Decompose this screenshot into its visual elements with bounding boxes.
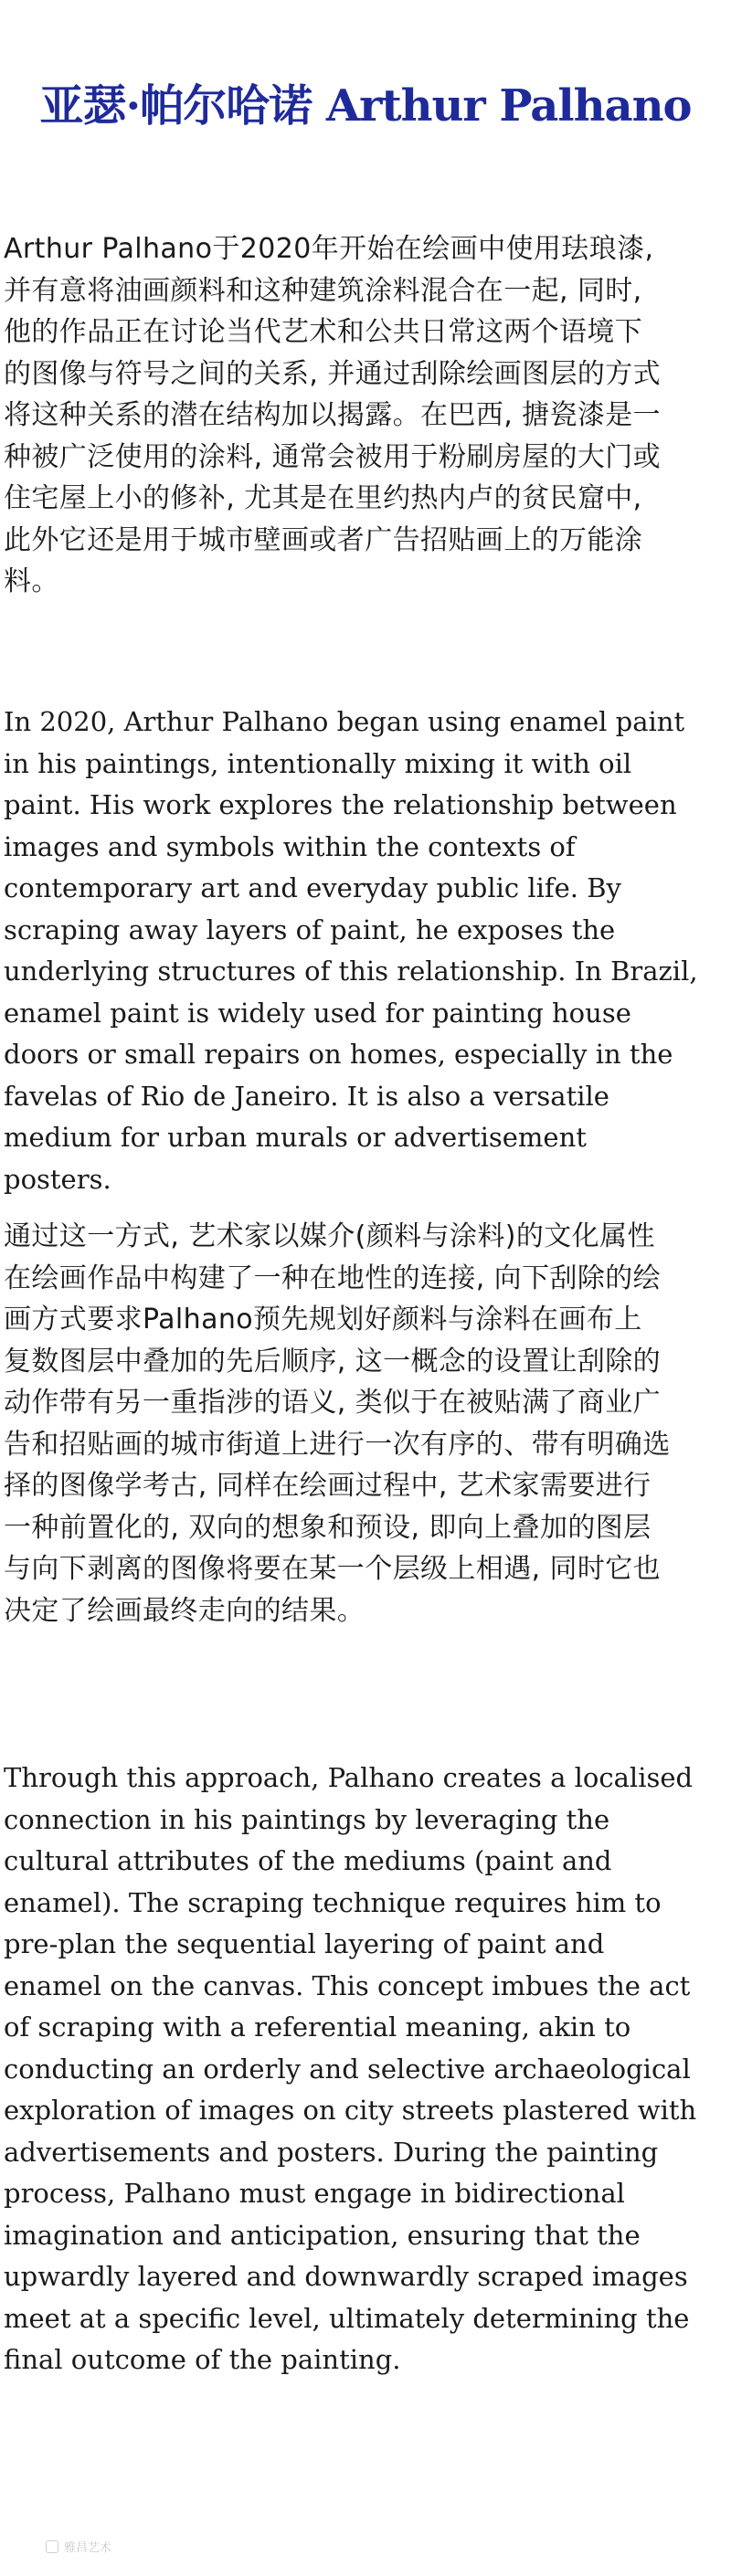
watermark-logo-icon [46, 2540, 58, 2553]
text-line: 住宅屋上小的修补, 尤其是在里约热内卢的贫民窟中, [4, 482, 642, 514]
text-line: of scraping with a referential meaning, akin to [4, 2011, 631, 2043]
text-line: exploration of images on city streets plastered with [4, 2095, 697, 2126]
text-line: 种被广泛使用的涂料, 通常会被用于粉刷房屋的大门或 [4, 440, 662, 473]
text-line: posters. [4, 1163, 111, 1195]
text-line: advertisements and posters. During the painting [4, 2136, 659, 2168]
text-line: In 2020, Arthur Palhano began using enamel paint [4, 706, 685, 737]
text-line: paint. His work explores the relationship between [4, 789, 677, 820]
text-line: 此外它还是用于城市壁画或者广告招贴画上的万能涂 [4, 523, 643, 556]
text-line: enamel). The scraping technique requires him to [4, 1886, 662, 1918]
text-line: scraping away layers of paint, he exposes the [4, 913, 616, 945]
text-line: enamel paint is widely used for painting house [4, 997, 631, 1029]
paragraph-english-2 [4, 1758, 724, 2381]
text-line: 料。 [4, 565, 59, 597]
text-line: 将这种关系的潜在结构加以揭露。在巴西, 搪瓷漆是一 [4, 399, 662, 431]
text-line: 与向下剥离的图像将要在某一个层级上相遇, 同时它也 [4, 1553, 662, 1585]
text-line: Through this approach, Palhano creates a localised [4, 1762, 694, 1793]
text-line: medium for urban murals or advertisement [4, 1122, 587, 1153]
text-line: 画方式要求Palhano预先规划好颜料与涂料在画布上 [4, 1304, 642, 1336]
text-line: connection in his paintings by leveraging the [4, 1803, 610, 1835]
text-line: contemporary art and everyday public life. By [4, 872, 621, 903]
watermark [46, 2538, 111, 2555]
text-line: 通过这一方式, 艺术家以媒介(颜料与涂料)的文化属性 [4, 1220, 655, 1252]
text-line: conducting an orderly and selective archaeological [4, 2053, 691, 2085]
text-line: 告和招贴画的城市街道上进行一次有序的、带有明确选 [4, 1428, 671, 1461]
text-line: 决定了绘画最终走向的结果。 [4, 1594, 366, 1627]
watermark-text: 雅昌艺术 [64, 2541, 112, 2555]
text-line: enamel on the canvas. This concept imbues the act [4, 1969, 691, 2001]
text-line: 一种前置化的, 双向的想象和预设, 即向上叠加的图层 [4, 1511, 652, 1544]
text-line: meet at a specific level, ultimately determining the [4, 2302, 690, 2334]
text-line: 并有意将油画颜料和这种建筑涂料混合在一起, 同时, [4, 274, 642, 307]
paragraph-english-1 [4, 702, 724, 1200]
text-line: favelas of Rio de Janeiro. It is also a versatile [4, 1080, 609, 1112]
text-line: in his paintings, intentionally mixing it with oil [4, 747, 632, 779]
text-line: images and symbols within the contexts of [4, 830, 576, 862]
paragraph-chinese-1 [4, 228, 724, 603]
text-line: 他的作品正在讨论当代艺术和公共日常这两个语境下 [4, 316, 643, 348]
text-line: 动作带有另一重指涉的语义, 类似于在被贴满了商业广 [4, 1387, 662, 1419]
text-line: final outcome of the painting. [4, 2344, 401, 2375]
text-line: 择的图像学考古, 同样在绘画过程中, 艺术家需要进行 [4, 1470, 652, 1502]
text-line: cultural attributes of the mediums (paint and [4, 1845, 612, 1876]
text-line: Arthur Palhano于2020年开始在绘画中使用珐琅漆, [4, 233, 654, 265]
text-line: imagination and anticipation, ensuring that the [4, 2219, 641, 2251]
article-title: 亚瑟·帕尔哈诺 Arthur Palhano [39, 80, 692, 132]
text-line: pre-plan the sequential layering of paint and [4, 1928, 605, 1959]
paragraph-chinese-2 [4, 1216, 724, 1631]
text-line: process, Palhano must engage in bidirectional [4, 2178, 625, 2209]
text-line: 的图像与符号之间的关系, 并通过刮除绘画图层的方式 [4, 357, 662, 390]
text-line: upwardly layered and downwardly scraped images [4, 2261, 688, 2292]
text-line: underlying structures of this relationship. In Brazil, [4, 955, 698, 987]
text-line: doors or small repairs on homes, especially in the [4, 1039, 673, 1070]
text-line: 复数图层中叠加的先后顺序, 这一概念的设置让刮除的 [4, 1345, 662, 1378]
text-line: 在绘画作品中构建了一种在地性的连接, 向下刮除的绘 [4, 1262, 662, 1294]
